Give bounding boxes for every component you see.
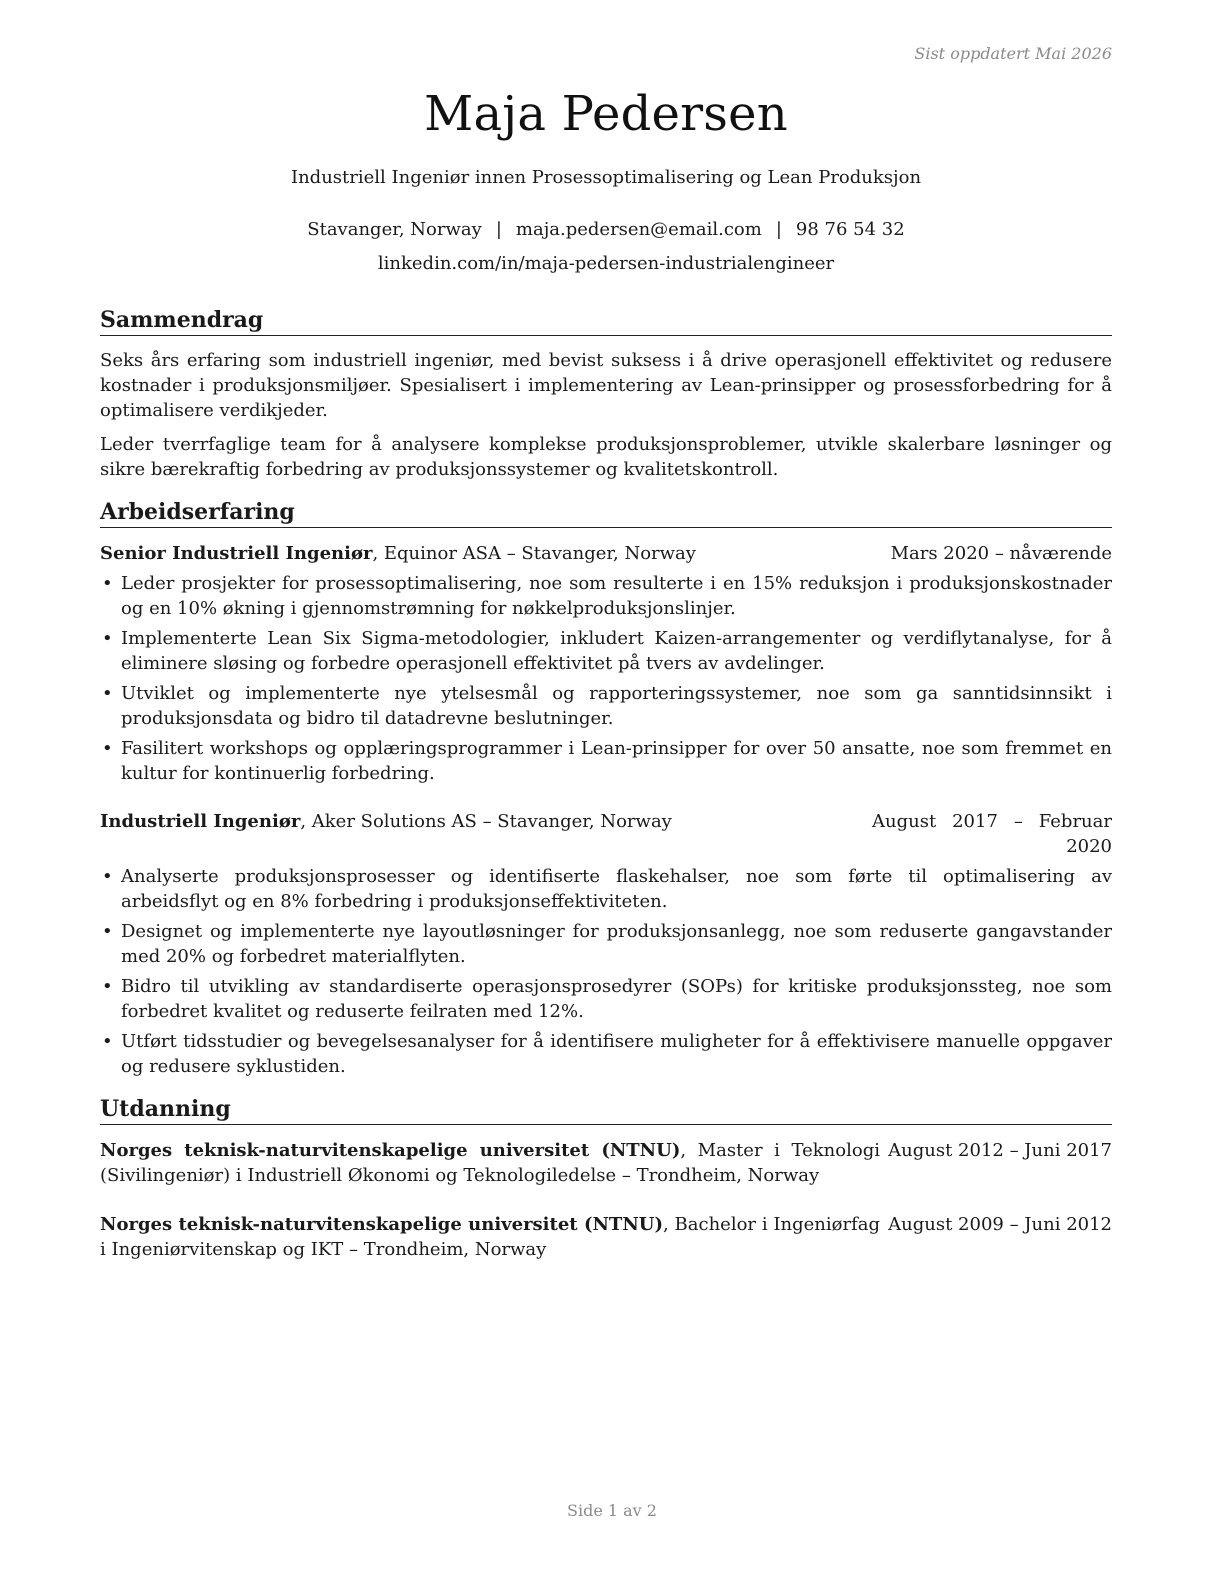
school-name: Norges teknisk-naturvitenskapelige universitet (NTNU) [100,1214,663,1235]
list-item: • Utført tidsstudier og bevegelsesanalyser for å identifisere muligheter for å effektivisere manuelle oppgaver og redusere syklustiden. [102,1031,1112,1077]
job-header [100,809,1112,857]
education-dates: August 2012 – Juni 2017 [888,1140,1112,1161]
list-item: • Bidro til utvikling av standardiserte operasjonsprosedyrer (SOPs) for kritiske produksjonssteg, noe som forbedret kvalitet og reduserte feilraten med 12%. [102,976,1112,1022]
job-company: , Equinor ASA – Stavanger, Norway [372,543,696,564]
school-name: Norges teknisk-naturvitenskapelige universitet (NTNU) [100,1140,681,1161]
section-title-experience: Arbeidserfaring [100,498,1112,528]
bullet-icon: • [102,628,113,649]
section-title-education: Utdanning [100,1095,1112,1125]
education-entry [100,1212,1112,1262]
bullet-icon: • [102,1031,113,1052]
education-description [100,1212,880,1262]
list-item: • Analyserte produksjonsprosesser og identifiserte flaskehalser, noe som førte til optimalisering av arbeidsflyt og en 8% forbedring i produksjonseffektiviteten. [102,866,1112,912]
bullet-icon: • [102,976,113,997]
bullet-icon: • [102,683,113,704]
separator: | [775,219,782,240]
list-item: • Utviklet og implementerte nye ytelsesmål og rapporteringssystemer, noe som ga sanntidsinnsikt i produksjonsdata og bidro til datadrevne beslutninger. [102,683,1112,729]
summary-paragraph: Leder tverrfaglige team for å analysere komplekse produksjonsproblemer, utvikle skalerbare løsninger og sikre bærekraftig forbedring av produksjonssystemer og kvalitetskontroll. [100,434,1112,480]
education-description [100,1138,880,1188]
headline: Industriell Ingeniør innen Prosessoptimalisering og Lean Produksjon [290,167,922,188]
bullet-icon: • [102,738,113,759]
job-dates: August 2017 – Februar 2020 [872,811,1112,857]
job-role: Industriell Ingeniør [100,811,301,832]
list-item: • Fasilitert workshops og opplæringsprogrammer i Lean-prinsipper for over 50 ansatte, noe som fremmet en kultur for kontinuerlig forbedring. [102,738,1112,784]
job-dates: Mars 2020 – nåværende [890,543,1112,564]
phone: 98 76 54 32 [795,219,905,240]
bullet-icon: • [102,866,113,887]
bullet-icon: • [102,573,113,594]
job-company: , Aker Solutions AS – Stavanger, Norway [300,811,672,832]
summary-paragraph: Seks års erfaring som industriell ingeniør, med bevist suksess i å drive operasjonell effektivitet og redusere kostnader i produksjonsmiljøer. Spesialisert i implementering av Lean-prinsipper og prosessforbedring for å optimalisere verdikjeder. [100,350,1112,421]
location: Stavanger, Norway [307,219,482,240]
education-dates: August 2009 – Juni 2012 [888,1214,1112,1235]
job-bullets [100,864,1112,1084]
section-title-summary: Sammendrag [100,306,1112,336]
list-item: • Leder prosjekter for prosessoptimalisering, noe som resulterte i en 15% reduksjon i produksjonskostnader og en 10% økning i gjennomstrømning for nøkkelproduksjonslinjer. [102,573,1112,619]
bullet-icon: • [102,921,113,942]
degree: , Master i Teknologi (Sivilingeniør) i Industriell Økonomi og Teknologiledelse – Trondheim, Norway [100,1140,880,1186]
separator: | [495,219,502,240]
job-bullets [100,571,1112,791]
linkedin-link[interactable]: linkedin.com/in/maja-pedersen-industrialengineer [377,253,835,274]
education-entry [100,1138,1112,1188]
candidate-name: Maja Pedersen [424,86,788,142]
last-updated: Sist oppdatert Mai 2026 [914,44,1112,63]
degree: , Bachelor i Ingeniørfag i Ingeniørvitenskap og IKT – Trondheim, Norway [100,1214,880,1260]
page-number: Side 1 av 2 [567,1501,657,1520]
email[interactable]: maja.pedersen@email.com [515,219,762,240]
contact-line [100,219,1112,240]
job-header [100,541,1112,566]
job-role: Senior Industriell Ingeniør [100,543,373,564]
list-item: • Implementerte Lean Six Sigma-metodologier, inkludert Kaizen-arrangementer og verdiflytanalyse, for å eliminere sløsing og forbedre operasjonell effektivitet på tvers av avdelinger. [102,628,1112,674]
list-item: • Designet og implementerte nye layoutløsninger for produksjonsanlegg, noe som reduserte gangavstander med 20% og forbedret materialflyten. [102,921,1112,967]
